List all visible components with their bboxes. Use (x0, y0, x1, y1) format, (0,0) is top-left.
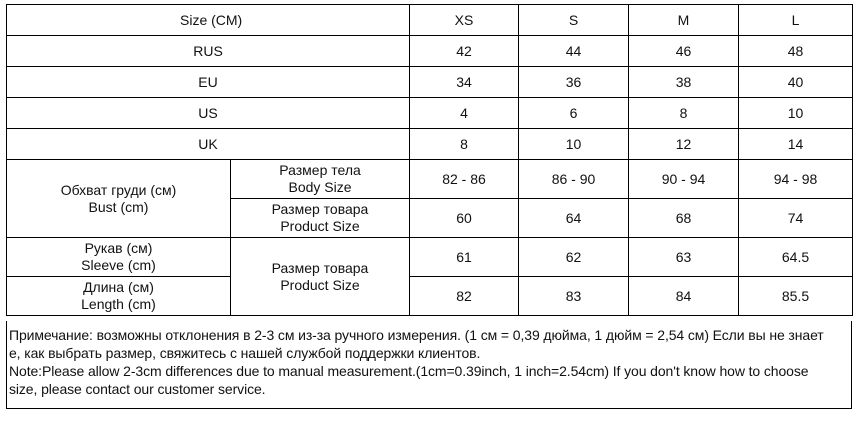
size-xs-header: XS (410, 5, 519, 36)
table-cell: 90 - 94 (629, 160, 739, 199)
table-cell: 86 - 90 (519, 160, 629, 199)
note-line: Note:Please allow 2-3cm differences due to manual measurement.(1cm=0.39inch, 1 inch=2.54cm) If you don't know how to choose (9, 363, 809, 379)
table-cell: 36 (519, 67, 629, 98)
body-size-label-ru: Размер тела (279, 162, 361, 178)
table-cell: 64.5 (739, 238, 853, 277)
product-size-label-en: Product Size (280, 276, 360, 293)
note-line: е, как выбрать размер, свяжитесь с нашей службой поддержки клиентов. (9, 345, 481, 361)
table-cell: 12 (629, 129, 739, 160)
body-size-label-en: Body Size (288, 179, 352, 195)
row-label-rus: RUS (7, 36, 410, 67)
sleeve-label-ru: Рукав (см) (84, 240, 153, 256)
length-label (7, 277, 231, 316)
table-cell: 44 (519, 36, 629, 67)
product-size-label (231, 238, 410, 316)
table-cell: 60 (410, 199, 519, 238)
table-cell: 8 (410, 129, 519, 160)
table-cell: 68 (629, 199, 739, 238)
table-cell: 61 (410, 238, 519, 277)
table-row (7, 277, 853, 316)
table-row (7, 160, 853, 199)
table-cell: 82 (410, 277, 519, 316)
header-row (7, 5, 853, 36)
size-m-header: M (629, 5, 739, 36)
table-cell: 74 (739, 199, 853, 238)
table-cell: 83 (519, 277, 629, 316)
sleeve-label (7, 238, 231, 277)
length-label-ru: Длина (см) (83, 279, 154, 295)
size-l-header: L (739, 5, 853, 36)
sleeve-label-en: Sleeve (cm) (81, 257, 156, 273)
size-s-header: S (519, 5, 629, 36)
table-cell: 63 (629, 238, 739, 277)
row-label-us: US (7, 98, 410, 129)
table-row (7, 98, 853, 129)
table-cell: 6 (519, 98, 629, 129)
table-cell: 10 (739, 98, 853, 129)
product-size-label-ru: Размер товара (271, 259, 369, 276)
table-cell: 48 (739, 36, 853, 67)
size-chart (6, 4, 852, 316)
table-cell: 64 (519, 199, 629, 238)
table-cell: 46 (629, 36, 739, 67)
table-row (7, 129, 853, 160)
table-cell: 85.5 (739, 277, 853, 316)
table-cell: 94 - 98 (739, 160, 853, 199)
note-line: size, please contact our customer service. (9, 381, 266, 397)
bust-product-size-label-ru: Размер товара (271, 201, 369, 217)
table-row (7, 36, 853, 67)
length-label-en: Length (cm) (81, 296, 156, 312)
table-cell: 42 (410, 36, 519, 67)
table-cell: 38 (629, 67, 739, 98)
table-cell: 8 (629, 98, 739, 129)
table-cell: 82 - 86 (410, 160, 519, 199)
row-label-uk: UK (7, 129, 410, 160)
size-header-label: Size (CM) (7, 5, 410, 36)
bust-label-en: Bust (cm) (88, 198, 149, 215)
table-row (7, 67, 853, 98)
table-cell: 14 (739, 129, 853, 160)
table-cell: 4 (410, 98, 519, 129)
table-cell: 34 (410, 67, 519, 98)
table-cell: 40 (739, 67, 853, 98)
table-cell: 84 (629, 277, 739, 316)
bust-label (7, 160, 231, 238)
table-row (7, 238, 853, 277)
row-label-eu: EU (7, 67, 410, 98)
note-line: Примечание: возможны отклонения в 2-3 см из-за ручного измерения. (1 см = 0,39 дюйма, 1 дюйм = 2,54 см) Если вы не знает (9, 327, 824, 343)
size-table (6, 4, 853, 316)
measurement-note (6, 321, 852, 409)
table-cell: 10 (519, 129, 629, 160)
bust-product-size-label-en: Product Size (280, 218, 360, 234)
bust-product-size-label (231, 199, 410, 238)
body-size-label (231, 160, 410, 199)
bust-label-ru: Обхват груди (см) (60, 181, 177, 198)
table-cell: 62 (519, 238, 629, 277)
